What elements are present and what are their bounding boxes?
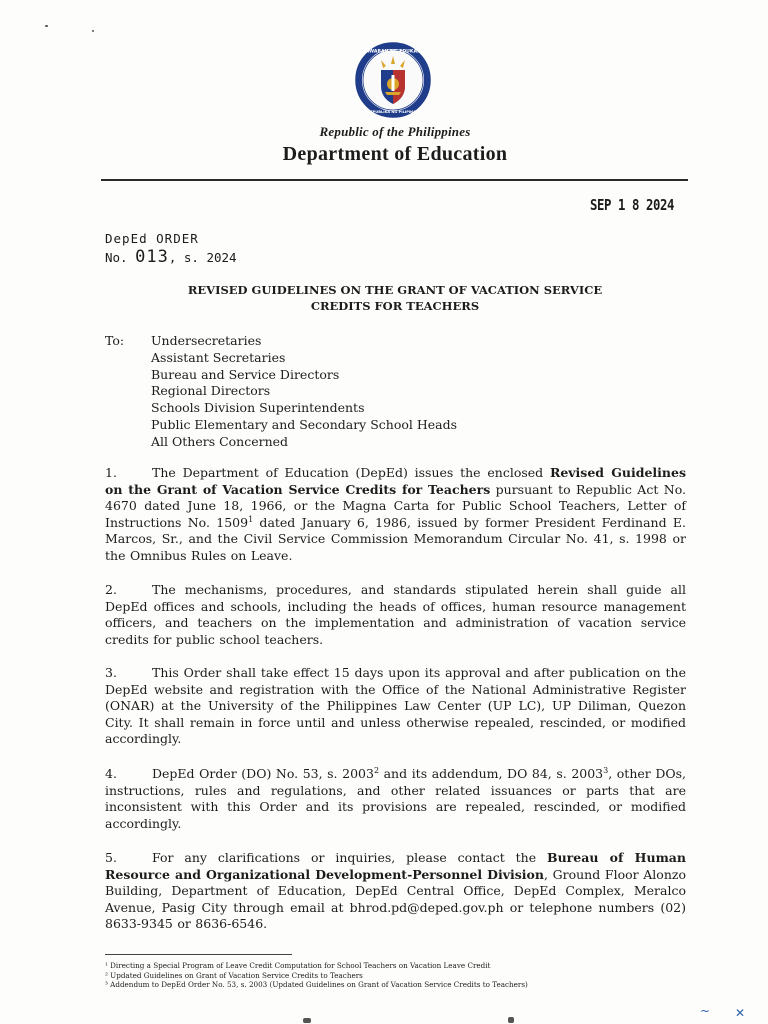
- paragraph-1: [105, 465, 686, 565]
- recipient-item: Undersecretaries: [151, 333, 262, 348]
- order-series: , s. 2024: [168, 250, 237, 265]
- paragraph-number: 1.: [105, 465, 117, 480]
- paragraph-text: The mechanisms, procedures, and standards stipulated herein shall guide all DepEd offices and schools, including the heads of offices, human resource management officers, and teachers on the implementation and administration of vacation service credits for public school teachers.: [105, 582, 686, 647]
- department-heading: Department of Education: [282, 143, 508, 165]
- pen-mark: ~: [700, 1004, 711, 1018]
- scan-speck: [508, 1017, 514, 1023]
- paragraph-text: dated January 6, 1986, issued by former President Ferdinand E. Marcos, Sr., and the Civil Service Commission Memorandum Circular No. 41, s. 1998 or the Omnibus Rules on Leave.: [105, 514, 686, 563]
- recipient-item: Bureau and Service Directors: [151, 366, 340, 382]
- footnote-divider: [105, 954, 292, 955]
- paragraph-text: This Order shall take effect 15 days upon its approval and after publication on the DepEd website and registration with the Office of the National Administrative Register (ONAR) at the University of the Philippines Law Center (UP LC), UP Diliman, Quezon City. It shall remain in force until and unless otherwise repealed, rescinded, or modified accordingly.: [105, 665, 686, 747]
- footnote-ref: 3: [603, 765, 609, 775]
- paragraph-number: 4.: [105, 766, 117, 781]
- header-divider: [101, 179, 688, 181]
- order-number: [105, 247, 237, 267]
- seal-text-top: KAGAWARAN NG EDUKASYON: [355, 49, 431, 55]
- paragraph-text: , other DOs, instructions, rules and regulations, and other related issuances or parts that are inconsistent with this Order and its provisions are repealed, rescinded, or modified accordingly.: [105, 766, 686, 831]
- footnote-item: ² Updated Guidelines on Grant of Vacation Service Credits to Teachers: [105, 970, 363, 980]
- paragraph-bold-text: Bureau of Human Resource and Organizational Development-Personnel Division: [105, 850, 686, 882]
- footnote-item: ¹ Directing a Special Program of Leave Credit Computation for School Teachers on Vacation Leave Credit: [105, 961, 491, 970]
- recipient-list: [151, 333, 457, 451]
- republic-heading: Republic of the Philippines: [319, 124, 471, 139]
- paragraph-text: pursuant to Republic Act No. 4670 dated June 18, 1966, or the Magna Carta for Public School Teachers, Letter of Instructions No. 1509: [105, 481, 686, 530]
- to-label: To:: [105, 333, 125, 348]
- recipient-item: Public Elementary and Secondary School Heads: [151, 416, 458, 432]
- pen-mark: ✕: [735, 1006, 746, 1020]
- scan-speck: [303, 1018, 311, 1023]
- paragraph-text: DepEd Order (DO) No. 53, s. 2003: [152, 766, 374, 781]
- order-no-value: 013: [135, 247, 169, 267]
- date-stamp: SEP 1 8 2024: [590, 196, 674, 214]
- order-label: DepEd ORDER: [105, 231, 199, 246]
- footnote-ref: 1: [248, 514, 254, 524]
- scan-speck: [92, 30, 94, 32]
- paragraph-4: [105, 766, 686, 832]
- footnote-item: ³ Addendum to DepEd Order No. 53, s. 2003 (Updated Guidelines on Grant of Vacation Service Credits to Teachers): [105, 980, 528, 989]
- recipient-item: Regional Directors: [151, 383, 271, 399]
- order-no-prefix: No.: [105, 250, 128, 265]
- paragraph-2: [105, 582, 686, 648]
- document-title: [100, 282, 690, 314]
- paragraph-number: 3.: [105, 665, 117, 680]
- title-line-2: CREDITS FOR TEACHERS: [310, 299, 480, 313]
- seal-text-bottom: REPUBLIKA NG PILIPINAS: [367, 110, 419, 114]
- paragraph-3: [105, 665, 686, 748]
- recipient-item: Schools Division Superintendents: [151, 400, 365, 416]
- paragraph-bold-text: Revised Guidelines on the Grant of Vacation Service Credits for Teachers: [105, 465, 686, 497]
- scan-speck: [45, 25, 48, 27]
- deped-seal: [355, 42, 431, 118]
- paragraph-text: For any clarifications or inquiries, please contact the: [152, 850, 548, 865]
- paragraph-text: , Ground Floor Alonzo Building, Department of Education, DepEd Central Office, DepEd Complex, Meralco Avenue, Pasig City through email at bhrod.pd@deped.gov.ph or telephone numbers (02) 8633-9345 or 8636-6546.: [105, 866, 686, 932]
- title-line-1: REVISED GUIDELINES ON THE GRANT OF VACATION SERVICE: [187, 283, 603, 297]
- recipient-item: All Others Concerned: [151, 433, 289, 449]
- footnote-ref: 2: [373, 765, 380, 775]
- paragraph-number: 5.: [105, 850, 117, 865]
- paragraph-text: and its addendum, DO 84, s. 2003: [379, 766, 604, 781]
- paragraph-text: The Department of Education (DepEd) issues the enclosed: [152, 465, 550, 480]
- paragraph-5: [105, 850, 686, 933]
- footnote-list: [105, 961, 528, 990]
- recipient-item: Assistant Secretaries: [151, 349, 286, 365]
- paragraph-number: 2.: [105, 582, 117, 597]
